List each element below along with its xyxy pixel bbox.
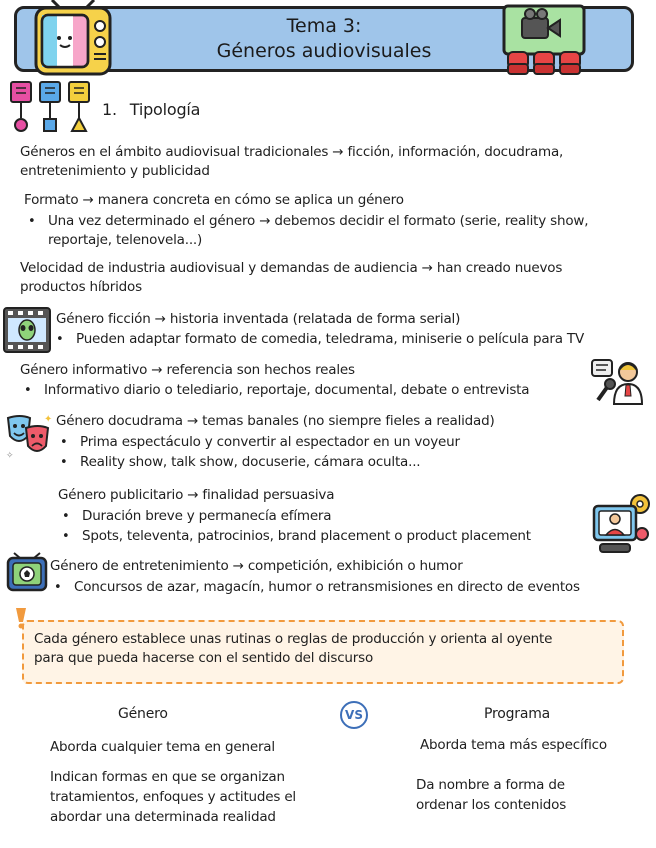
docudrama-bullet-2: Reality show, talk show, docuserie, cámara oculta...: [80, 454, 421, 470]
comparison-left-1: Aborda cualquier tema en general: [50, 739, 275, 755]
film-alien-icon: [2, 306, 52, 354]
vs-badge: VS: [340, 701, 368, 729]
bullet-dot: •: [60, 455, 68, 470]
section-number: 1.: [102, 100, 117, 119]
comparison-left-2-line1: Indican formas en que se organizan: [50, 769, 285, 785]
bullet-dot: •: [24, 383, 32, 398]
ficcion-bullet-1: Pueden adaptar formato de comedia, teledrama, miniserie o película para TV: [76, 331, 585, 347]
comparison-right-title: Programa: [484, 706, 551, 722]
publicitario-heading: Género publicitario → finalidad persuasiva: [58, 487, 335, 503]
bullet-dot: •: [62, 509, 70, 524]
flowchart-icon: [8, 80, 92, 134]
docudrama-heading: Género docudrama → temas banales (no siempre fieles a realidad): [56, 413, 495, 429]
informativo-bullet-1: Informativo diario o telediario, reportaje, documental, debate o entrevista: [44, 382, 530, 398]
docudrama-bullet-1: Prima espectáculo y convertir al espectador en un voyeur: [80, 434, 460, 450]
svg-text:✧: ✧: [6, 451, 14, 461]
comparison-left-2-line3: abordar una determinada realidad: [50, 809, 276, 825]
comparison-right-2-line1: Da nombre a forma de: [416, 777, 565, 793]
callout-line2: para que pueda hacerse con el sentido del discurso: [34, 650, 374, 666]
publicitario-bullet-2: Spots, televenta, patrocinios, brand placement o product placement: [82, 528, 531, 544]
ficcion-heading: Género ficción → historia inventada (relatada de forma serial): [56, 311, 461, 327]
section-title: Tipología: [129, 100, 201, 119]
formato-text: Formato → manera concreta en cómo se aplica un género: [24, 192, 404, 208]
theater-masks-icon: [4, 412, 54, 462]
tv-soccer-icon: [6, 552, 48, 594]
callout-text: [34, 630, 614, 668]
entretenimiento-heading: Género de entretenimiento → competición, exhibición o humor: [50, 558, 463, 574]
formato-bullet-line2: reportaje, telenovela...): [48, 232, 203, 248]
bullet-dot: •: [60, 435, 68, 450]
entretenimiento-bullet-1: Concursos de azar, magacín, humor o retransmisiones en directo de eventos: [74, 579, 580, 595]
bullet-dot: •: [62, 529, 70, 544]
comparison-right-2-line2: ordenar los contenidos: [416, 797, 567, 813]
callout-line1: Cada género establece unas rutinas o reglas de producción y orienta al oyente: [34, 631, 553, 647]
informativo-heading: Género informativo → referencia son hechos reales: [20, 362, 355, 378]
retro-tv-icon: [30, 0, 116, 80]
velocidad-text-line1: Velocidad de industria audiovisual y demandas de audiencia → han creado nuevos: [20, 260, 563, 276]
news-reporter-icon: [590, 356, 646, 408]
publicitario-bullet-1: Duración breve y permanecía efímera: [82, 508, 332, 524]
comparison-left-2-line2: tratamientos, enfoques y actitudes el: [50, 789, 296, 805]
intro-text-line1: Géneros en el ámbito audiovisual tradicionales → ficción, información, docudrama,: [20, 144, 564, 160]
page-title-line1: Tema 3:: [286, 15, 362, 37]
bullet-dot: •: [56, 332, 64, 347]
tv-gears-icon: [590, 492, 652, 554]
cinema-icon: [500, 4, 590, 78]
formato-bullet-line1: Una vez determinado el género → debemos decidir el formato (serie, reality show,: [48, 213, 589, 229]
intro-text-line2: entretenimiento y publicidad: [20, 163, 210, 179]
bullet-dot: •: [28, 214, 36, 229]
section-heading: [102, 100, 200, 119]
velocidad-text-line2: productos híbridos: [20, 279, 142, 295]
comparison-right-1: Aborda tema más específico: [420, 737, 607, 753]
comparison-left-title: Género: [118, 706, 168, 722]
page-title-line2: Géneros audiovisuales: [216, 40, 432, 62]
bullet-dot: •: [54, 580, 62, 595]
svg-text:✦: ✦: [44, 414, 53, 425]
callout-box: [22, 620, 624, 684]
